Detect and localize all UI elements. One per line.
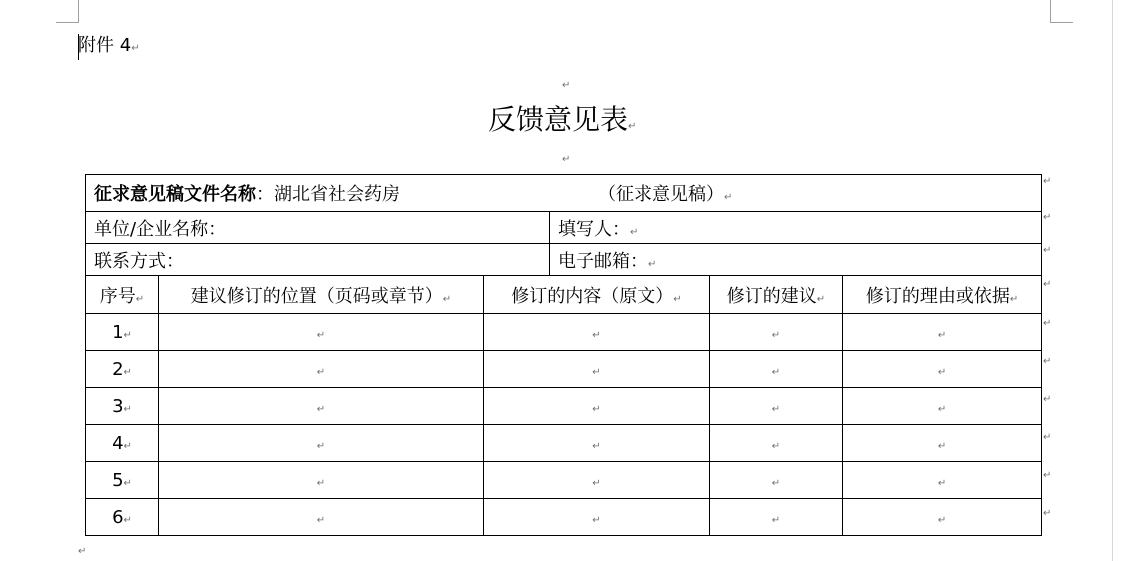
header-reason: 修订的理由或依据↵ — [843, 276, 1042, 314]
cell-suggestion[interactable]: ↵ — [710, 499, 843, 536]
cell-reason[interactable]: ↵ — [843, 388, 1042, 425]
paragraph-mark: ↵ — [78, 546, 87, 557]
table-row — [86, 499, 1042, 536]
row-index: 3↵ — [86, 388, 159, 425]
cell-suggestion[interactable]: ↵ — [710, 388, 843, 425]
document-name-label: 征求意见稿文件名称 — [94, 184, 256, 205]
feedback-table — [85, 174, 1042, 536]
cell-location[interactable]: ↵ — [159, 388, 484, 425]
table-row — [86, 462, 1042, 499]
row-end-mark: ↵ — [1043, 245, 1052, 256]
paragraph-mark: ↵ — [562, 80, 571, 91]
document-name-row — [86, 175, 1042, 212]
cell-original-content[interactable]: ↵ — [484, 499, 710, 536]
row-end-mark: ↵ — [1043, 212, 1052, 223]
cell-location[interactable]: ↵ — [159, 425, 484, 462]
document-name-value: ：湖北省社会药房 — [256, 184, 400, 205]
row-index: 6↵ — [86, 499, 159, 536]
cell-suggestion[interactable]: ↵ — [710, 462, 843, 499]
attachment-label: 附件 4↵ — [78, 35, 140, 56]
row-end-mark: ↵ — [1043, 394, 1052, 405]
organization-row — [86, 212, 1042, 244]
cell-reason[interactable]: ↵ — [843, 499, 1042, 536]
row-end-mark: ↵ — [1043, 279, 1052, 290]
contact-field[interactable]: 联系方式： — [86, 244, 550, 276]
cell-location[interactable]: ↵ — [159, 462, 484, 499]
row-index: 1↵ — [86, 314, 159, 351]
table-row — [86, 388, 1042, 425]
margin-corner-top-right — [1050, 0, 1073, 23]
row-end-mark: ↵ — [1043, 508, 1052, 519]
cell-location[interactable]: ↵ — [159, 314, 484, 351]
cell-original-content[interactable]: ↵ — [484, 388, 710, 425]
table-row — [86, 314, 1042, 351]
document-title: 反馈意见表↵ — [488, 103, 637, 136]
paragraph-mark: ↵ — [131, 43, 140, 54]
row-end-mark: ↵ — [1043, 470, 1052, 481]
row-end-mark: ↵ — [1043, 318, 1052, 329]
table-row — [86, 425, 1042, 462]
cell-original-content[interactable]: ↵ — [484, 314, 710, 351]
cell-original-content[interactable]: ↵ — [484, 425, 710, 462]
cell-suggestion[interactable]: ↵ — [710, 351, 843, 388]
row-index: 2↵ — [86, 351, 159, 388]
paragraph-mark: ↵ — [628, 121, 637, 132]
header-original-content: 修订的内容（原文）↵ — [484, 276, 710, 314]
cell-reason[interactable]: ↵ — [843, 425, 1042, 462]
cell-suggestion[interactable]: ↵ — [710, 425, 843, 462]
table-header-row — [86, 276, 1042, 314]
cell-reason[interactable]: ↵ — [843, 462, 1042, 499]
row-index: 4↵ — [86, 425, 159, 462]
cell-location[interactable]: ↵ — [159, 499, 484, 536]
row-end-mark: ↵ — [1043, 432, 1052, 443]
header-index: 序号↵ — [86, 276, 159, 314]
row-end-mark: ↵ — [1043, 176, 1052, 187]
page-edge — [1112, 0, 1113, 561]
table-row — [86, 351, 1042, 388]
contact-row — [86, 244, 1042, 276]
cell-reason[interactable]: ↵ — [843, 351, 1042, 388]
cell-original-content[interactable]: ↵ — [484, 351, 710, 388]
filler-field[interactable]: 填写人：↵ — [550, 212, 1042, 244]
document-name-suffix: （征求意见稿） — [598, 184, 724, 205]
header-location: 建议修订的位置（页码或章节）↵ — [159, 276, 484, 314]
header-suggestion: 修订的建议↵ — [710, 276, 843, 314]
cell-suggestion[interactable]: ↵ — [710, 314, 843, 351]
cell-original-content[interactable]: ↵ — [484, 462, 710, 499]
row-index: 5↵ — [86, 462, 159, 499]
row-end-mark: ↵ — [1043, 356, 1052, 367]
organization-field[interactable]: 单位/企业名称： — [86, 212, 550, 244]
paragraph-mark: ↵ — [562, 154, 571, 165]
cell-reason[interactable]: ↵ — [843, 314, 1042, 351]
cell-location[interactable]: ↵ — [159, 351, 484, 388]
document-name-cell[interactable]: 征求意见稿文件名称：湖北省社会药房 （征求意见稿）↵ — [86, 175, 1042, 212]
margin-corner-top-left — [56, 0, 79, 23]
email-field[interactable]: 电子邮箱：↵ — [550, 244, 1042, 276]
